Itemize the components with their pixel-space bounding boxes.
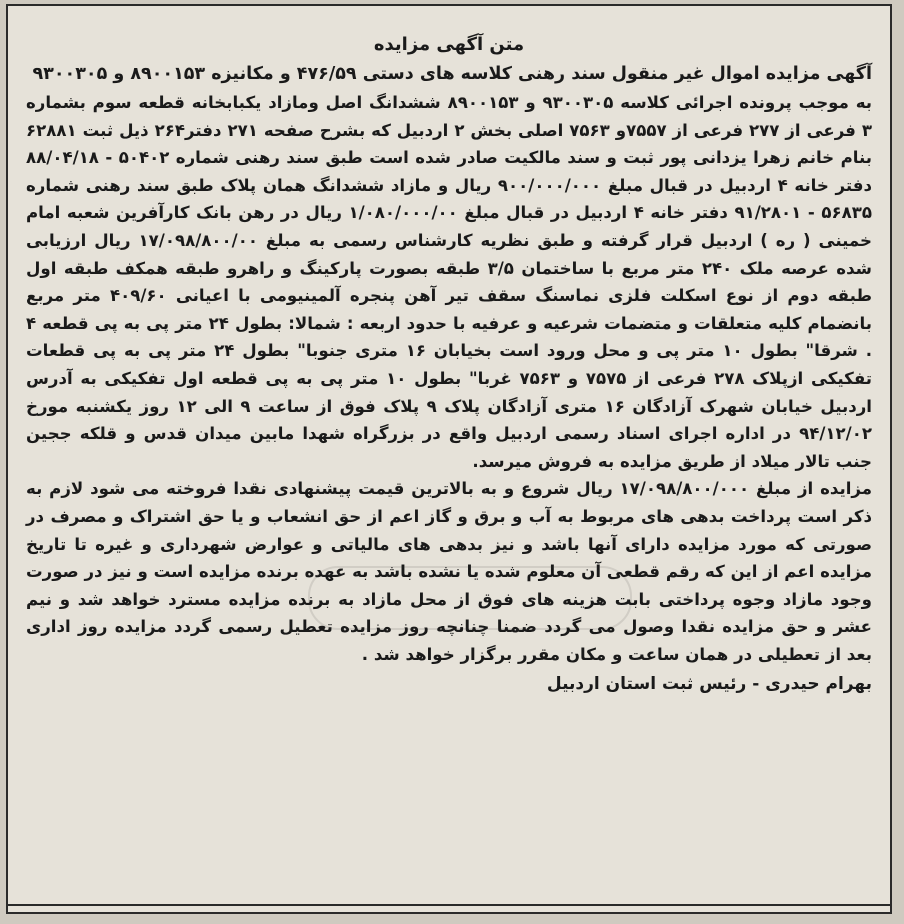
notice-frame [6, 4, 892, 914]
bottom-divider [8, 904, 890, 906]
notice-signature: بهرام حیدری - رئیس ثبت استان اردبیل [546, 674, 872, 695]
notice-paragraph-property: به موجب پرونده اجرائی کلاسه ۹۳۰۰۳۰۵ و ۸۹۰۰۱۵۳ ششدانگ اصل ومازاد یکبابخانه قطعه سوم بشماره ۳ فرعی از ۲۷۷ فرعی از ۷۵۵۷و ۷۵۶۳ اصلی بخش ۲ اردبیل که بشرح صفحه ۲۷۱ دفتر۲۶۴ ذیل ثبت ۶۲۸۸۱ بنام خانم زهرا یزدانی پور ثبت و سند مالکیت صادر شده است طبق سند رهنی شماره ۵۰۴۰۲ - ۸۸/۰۴/۱۸ دفتر خانه ۴ اردبیل در قبال مبلغ ۹۰۰/۰۰۰/۰۰۰ ریال و مازاد ششدانگ همان پلاک طبق سند رهنی شماره ۵۶۸۳۵ - ۹۱/۲۸۰۱ دفتر خانه ۴ اردبیل در قبال مبلغ ۱/۰۸۰/۰۰۰/۰۰ ریال در رهن بانک کارآفرین شعبه امام خمینی ( ره ) اردبیل قرار گرفته و طبق نظریه کارشناس رسمی به مبلغ ۱۷/۰۹۸/۸۰۰/۰۰ ریال ارزیابی شده عرصه ملک ۲۴۰ متر مربع با ساختمان ۳/۵ طبقه بصورت پارکینگ و راهرو طبقه همکف طبقه اول طبقه دوم از نوع اسکلت فلزی نماسنگ سقف تیر آهن پنجره آلمینیومی با اعیانی ۴۰۹/۶۰ متر مربع بانضمام کلیه متعلقات و متضمات شرعیه و عرفیه با حدود اربعه : شمالا: بطول ۲۴ متر پی به پی قطعه ۴ . شرقا" بطول ۱۰ متر پی و محل ورود است بخیابان ۱۶ متری جنوبا" بطول ۲۴ متر پی به پی قطعات تفکیکی ازپلاک ۲۷۸ فرعی از ۷۵۷۵ و ۷۵۶۳ غربا" بطول ۱۰ متر پی به پی قطعه اول تفکیکی به آدرس اردبیل خیابان شهرک آزادگان ۱۶ متری آزادگان پلاک ۹ پلاک فوق از ساعت ۹ الی ۱۲ روز یکشنبه مورخ ۹۴/۱۲/۰۲ در اداره اجرای اسناد رسمی اردبیل واقع در بزرگراه شهدا مابین میدان قدس و قلکه ججین جنب تالار میلاد از طریق مزایده به فروش میرسد. [26, 93, 873, 471]
notice-headline: آگهی مزایده اموال غیر منقول سند رهنی کلاسه های دستی ۴۷۶/۵۹ و مکانیزه ۸۹۰۰۱۵۳ و ۹۳۰۰۳۰۵ [32, 64, 872, 84]
notice-paragraph-terms: مزایده از مبلغ ۱۷/۰۹۸/۸۰۰/۰۰۰ ریال شروع و به بالاترین قیمت پیشنهادی نقدا فروخته می شود لازم به ذکر است پرداخت بدهی های مربوط به آب و برق و گاز اعم از حق انشعاب و یا حق اشتراک و مصرف در صورتی که مورد مزایده دارای آنها باشد و نیز بدهی های مالیاتی و عوارض شهرداری و غیره تا تاریخ مزایده اعم از این که رقم قطعی آن معلوم شده یا نشده باشد به عهده برنده مزایده است و نیز در صورت وجود مازاد وجوه پرداختی بابت هزینه های فوق از محل مازاد به برنده مزایده مسترد خواهد شد و نیم عشر و حق مزایده نقدا وصول می گردد ضمنا چنانچه روز مزایده تعطیل رسمی گردد مزایده روز اداری بعد از تعطیلی در همان ساعت و مکان مقرر برگزار خواهد شد . [26, 479, 873, 664]
notice-title: متن آگهی مزایده [373, 34, 525, 55]
auction-notice [8, 6, 890, 698]
